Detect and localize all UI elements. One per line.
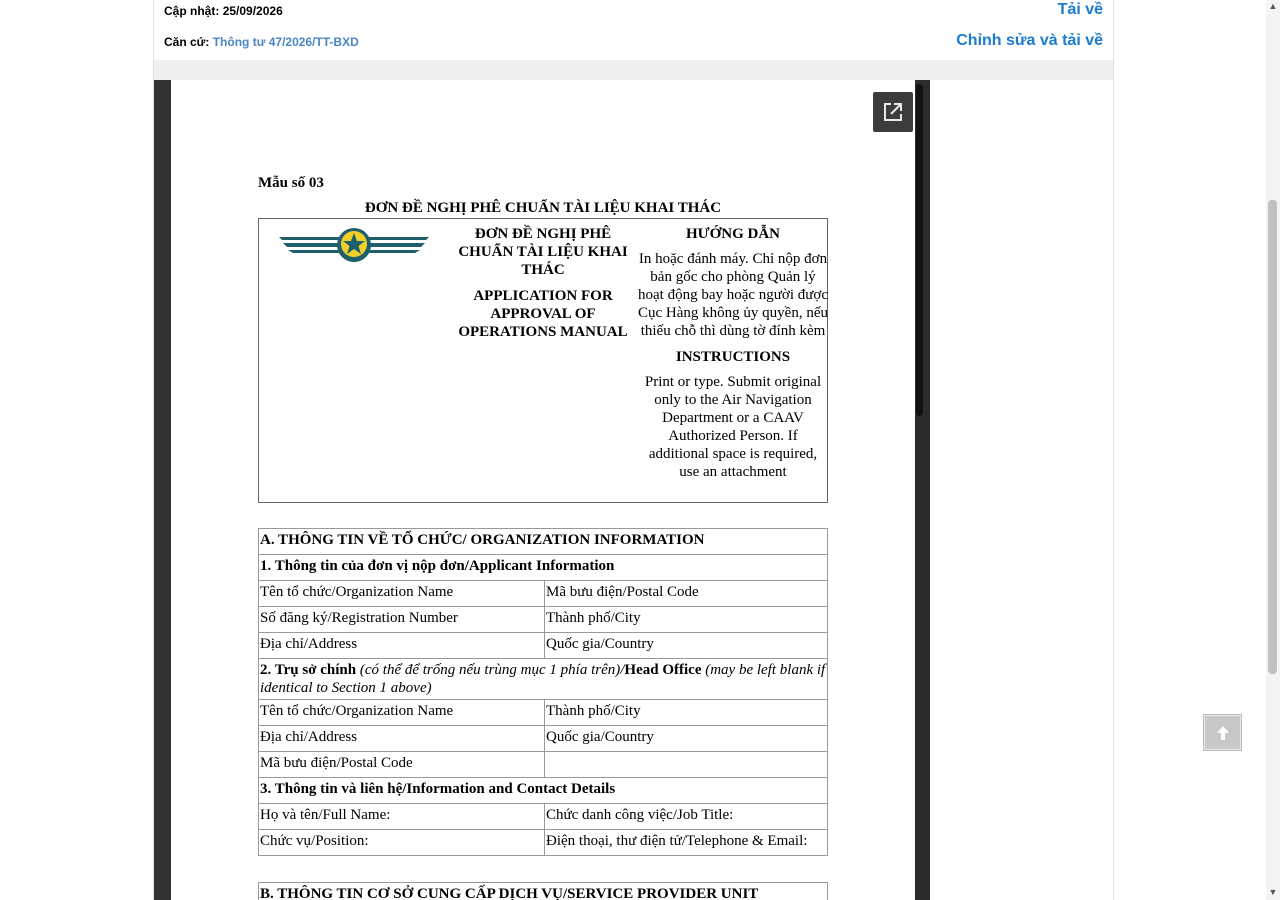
external-link-icon[interactable] [873,92,913,132]
table-cell: Số đăng ký/Registration Number [259,607,545,633]
guide-text-en: Print or type. Submit original only to the Air Navigation Department or a CAAV Authorized Person. If additional space is required, use an attachment [644,374,822,480]
table-row [259,830,828,856]
form-number: Mẫu số 03 [258,175,324,191]
table-cell: Quốc gia/Country [545,633,828,659]
guide-title-en: INSTRUCTIONS [675,349,791,365]
table-cell: Chức vụ/Position: [259,830,545,856]
table-row [259,804,828,830]
table-cell: Điện thoại, thư điện tử/Telephone & Email: [545,830,828,856]
basis-info [164,35,359,49]
guide-title-vn: HƯỚNG DẪN [685,226,781,242]
arrow-up-icon [1214,724,1232,742]
table-row [259,607,828,633]
table-cell: Chức danh công việc/Job Title: [545,804,828,830]
table-cell: Địa chỉ/Address [259,726,545,752]
header-box [258,218,828,503]
update-label: Cập nhật: [164,4,220,18]
section-a1-title: 1. Thông tin của đơn vị nộp đơn/Applicant Information [259,555,828,581]
instructions [637,225,829,481]
table-row [259,752,828,778]
basis-link[interactable]: Thông tư 47/2026/TT-BXD [212,35,359,49]
section-a2-note-vn: (có thể để trống nếu trùng mục 1 phía trên)/ [356,662,625,678]
caav-logo-icon [279,225,429,270]
table-row [259,633,828,659]
table-cell: Địa chỉ/Address [259,633,545,659]
table-row [259,726,828,752]
table-cell: Họ và tên/Full Name: [259,804,545,830]
download-link[interactable]: Tải về [1057,1,1103,18]
table-cell: Thành phố/City [545,607,828,633]
table-cell [545,752,828,778]
table-cell: Tên tổ chức/Organization Name [259,700,545,726]
table-cell: Tên tổ chức/Organization Name [259,581,545,607]
section-b-title: B. THÔNG TIN CƠ SỞ CUNG CẤP DỊCH VỤ/SERVICE PROVIDER UNIT [259,883,828,900]
guide-text-vn: In hoặc đánh máy. Chỉ nộp đơn bản gốc cho phòng Quản lý hoạt động bay hoặc người được Cục Hàng không ủy quyền, nếu thiếu chỗ thì dùng tờ đính kèm [638,251,828,339]
header-title-vn: ĐƠN ĐỀ NGHỊ PHÊ CHUẨN TÀI LIỆU KHAI THÁC [458,226,628,278]
table-cell: Quốc gia/Country [545,726,828,752]
update-info [164,4,283,18]
viewer-scroll-thumb[interactable] [916,84,923,416]
form-title: ĐƠN ĐỀ NGHỊ PHÊ CHUẨN TÀI LIỆU KHAI THÁC [364,200,722,216]
section-a-title: A. THÔNG TIN VỀ TỔ CHỨC/ ORGANIZATION INFORMATION [259,529,828,555]
update-date: 25/09/2026 [222,4,283,18]
section-a3-title: 3. Thông tin và liên hệ/Information and Contact Details [259,778,828,804]
header-title-en: APPLICATION FOR APPROVAL OF OPERATIONS MANUAL [458,288,628,340]
section-a2-title [259,659,828,700]
document-page [171,80,915,900]
section-b-table [258,882,828,900]
scroll-up-arrow-icon[interactable]: ▲ [1268,1,1278,11]
page-scroll-thumb[interactable] [1268,200,1277,674]
scroll-down-arrow-icon[interactable]: ▼ [1268,887,1278,897]
table-cell: Thành phố/City [545,700,828,726]
separator-band [154,60,1113,80]
content-panel [153,0,1114,900]
section-a2-bold-vn: 2. Trụ sở chính [260,662,357,678]
edit-download-link[interactable]: Chỉnh sửa và tải về [956,32,1103,49]
header-title [453,225,633,341]
document-viewer[interactable] [154,80,930,900]
table-cell: Mã bưu điện/Postal Code [545,581,828,607]
scroll-to-top-button[interactable] [1204,715,1241,750]
table-row [259,581,828,607]
table-cell: Mã bưu điện/Postal Code [259,752,545,778]
table-row [259,700,828,726]
section-a-table [258,528,828,856]
section-a2-note-en: (may be left blank if identical to Section 1 above) [260,662,826,696]
basis-label: Căn cứ: [164,35,210,49]
section-a2-bold-en: Head Office [624,662,702,678]
